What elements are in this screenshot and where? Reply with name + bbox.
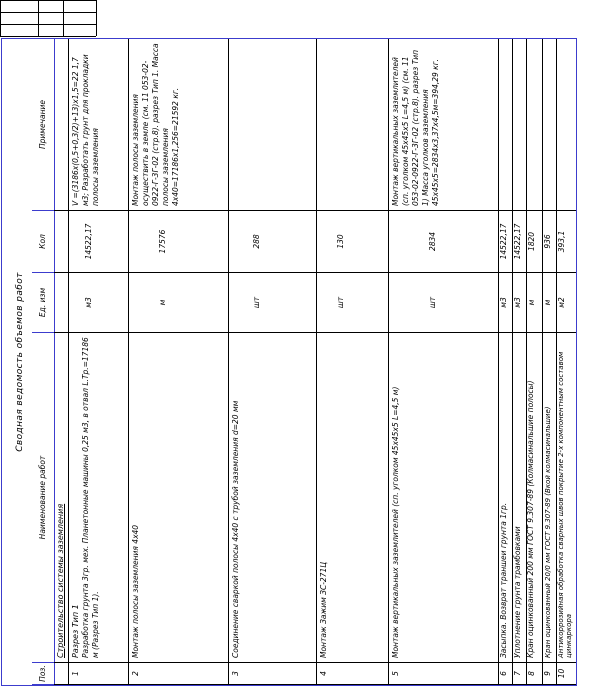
row-subheading: Разрез Тип 1 bbox=[71, 604, 80, 658]
row-name: Антикоррозийная обработка сварных швов покрытие 2-х компонентным составом цинкаркора bbox=[556, 333, 576, 663]
row-num: 2 bbox=[128, 663, 228, 685]
row-name: Разработка грунта 3гр. мех. Планетонные машины 0,25 м3, в отвал L.Тр.=17186 м (Разрез Тип 1). bbox=[81, 337, 100, 658]
table-row bbox=[128, 39, 229, 685]
row-name: Монтаж Зажим ЗС-271Ц bbox=[316, 333, 388, 663]
works-table bbox=[32, 39, 576, 685]
row-num: 3 bbox=[228, 663, 316, 685]
row-qty: 130 bbox=[316, 211, 388, 273]
row-note bbox=[526, 39, 542, 211]
row-name: Засыпка. Возврат траншеи грунта 1гр. bbox=[498, 333, 512, 663]
row-qty: 17576 bbox=[128, 211, 228, 273]
row-note bbox=[542, 39, 556, 211]
row-unit: м bbox=[526, 273, 542, 333]
stamp-line bbox=[0, 0, 1, 36]
row-qty: 393,1 bbox=[556, 211, 576, 273]
table-row bbox=[556, 39, 576, 685]
row-unit: м3 bbox=[512, 273, 526, 333]
row-note: V =(3186х(0,5+0,3/2)+13)х1,5=22 1,7 м3; Разработать грунт для прокладки полосы заземления bbox=[68, 39, 128, 211]
row-note: Монтаж полосы заземления осуществить в земле (см. 11 053-02-0922-Г-3Г-02 (стр.8). разрез Тип 1. Масса полосы заземления 4х40=17186х1,256=21592 кг. bbox=[128, 39, 228, 211]
row-unit: м2 bbox=[556, 273, 576, 333]
row-note bbox=[498, 39, 512, 211]
table-row bbox=[526, 39, 543, 685]
row-name: Монтаж вертикальных заземлителей (сп. уголком 45х45х5 L=4,5 м) bbox=[388, 333, 498, 663]
table-row bbox=[316, 39, 389, 685]
row-num: 5 bbox=[388, 663, 498, 685]
row-qty: 14522,17 bbox=[68, 211, 128, 273]
row-note bbox=[316, 39, 388, 211]
row-unit: м3 bbox=[498, 273, 512, 333]
row-unit: м3 bbox=[68, 273, 128, 333]
row-name: Соединение сваркой полосы 4х40 с трубой заземления d=20 мм bbox=[228, 333, 316, 663]
section-row bbox=[54, 39, 69, 685]
stamp-line bbox=[0, 24, 96, 25]
row-note bbox=[556, 39, 576, 211]
stamp-line bbox=[38, 0, 39, 36]
row-qty: 1820 bbox=[526, 211, 542, 273]
header-unit: Ед. изм bbox=[32, 273, 54, 333]
table-row bbox=[542, 39, 557, 685]
header-qty: Кол bbox=[32, 211, 54, 273]
table-header bbox=[32, 39, 55, 685]
table-row bbox=[498, 39, 513, 685]
header-note: Примечание bbox=[32, 39, 54, 211]
table-row bbox=[228, 39, 317, 685]
table-row bbox=[388, 39, 499, 685]
stamp-line bbox=[0, 0, 96, 1]
section-heading: Строительство системы заземления bbox=[54, 333, 68, 663]
row-num: 7 bbox=[512, 663, 526, 685]
row-name: Кран оцинкованный 20/0 мм ГОСТ 9.307-89 (Вкой колмасинальшие) bbox=[542, 333, 556, 663]
row-unit: м bbox=[542, 273, 556, 333]
row-unit: шт bbox=[316, 273, 388, 333]
row-num: 4 bbox=[316, 663, 388, 685]
row-qty: 14522,17 bbox=[498, 211, 512, 273]
row-num: 9 bbox=[542, 663, 556, 685]
row-qty: 2834 bbox=[388, 211, 498, 273]
row-num: 8 bbox=[526, 663, 542, 685]
sheet-title: Сводная ведомость объемов работ bbox=[15, 272, 25, 452]
table-row bbox=[512, 39, 527, 685]
stamp-line bbox=[63, 0, 64, 36]
row-qty: 288 bbox=[228, 211, 316, 273]
row-unit: м bbox=[128, 273, 228, 333]
rotated-sheet bbox=[2, 39, 576, 685]
row-unit: шт bbox=[388, 273, 498, 333]
row-name: Монтаж полосы заземления 4х40 bbox=[128, 333, 228, 663]
row-qty: 14522,17 bbox=[512, 211, 526, 273]
row-note: Монтаж вертикальных заземлителей (сп. уголком 45х45х5 L=4,5 м) (см. 11 053-02-0922-Г-3Г-02 (стр.8). разрез Тип 1) Масса уголков заземления 45х45х5=2834х3,37х4,5м=394,29 кг. bbox=[388, 39, 498, 211]
stamp-line bbox=[96, 0, 97, 36]
title-block-stamp bbox=[0, 0, 96, 37]
row-name: Уплотнение грунта трамбовками bbox=[512, 333, 526, 663]
row-unit: шт bbox=[228, 273, 316, 333]
table-row bbox=[68, 39, 129, 685]
row-note bbox=[512, 39, 526, 211]
header-num: Поз. bbox=[32, 663, 54, 685]
row-qty: 936 bbox=[542, 211, 556, 273]
header-name: Наименование работ bbox=[32, 333, 54, 663]
row-num: 6 bbox=[498, 663, 512, 685]
row-note bbox=[228, 39, 316, 211]
row-num: 1 bbox=[68, 663, 128, 685]
row-num: 10 bbox=[556, 663, 576, 685]
row-name: Кран оцинкованный 200 мм ГОСТ 9.307-89 (Колмасинальшие полосы) bbox=[526, 333, 542, 663]
stamp-line bbox=[0, 12, 96, 13]
